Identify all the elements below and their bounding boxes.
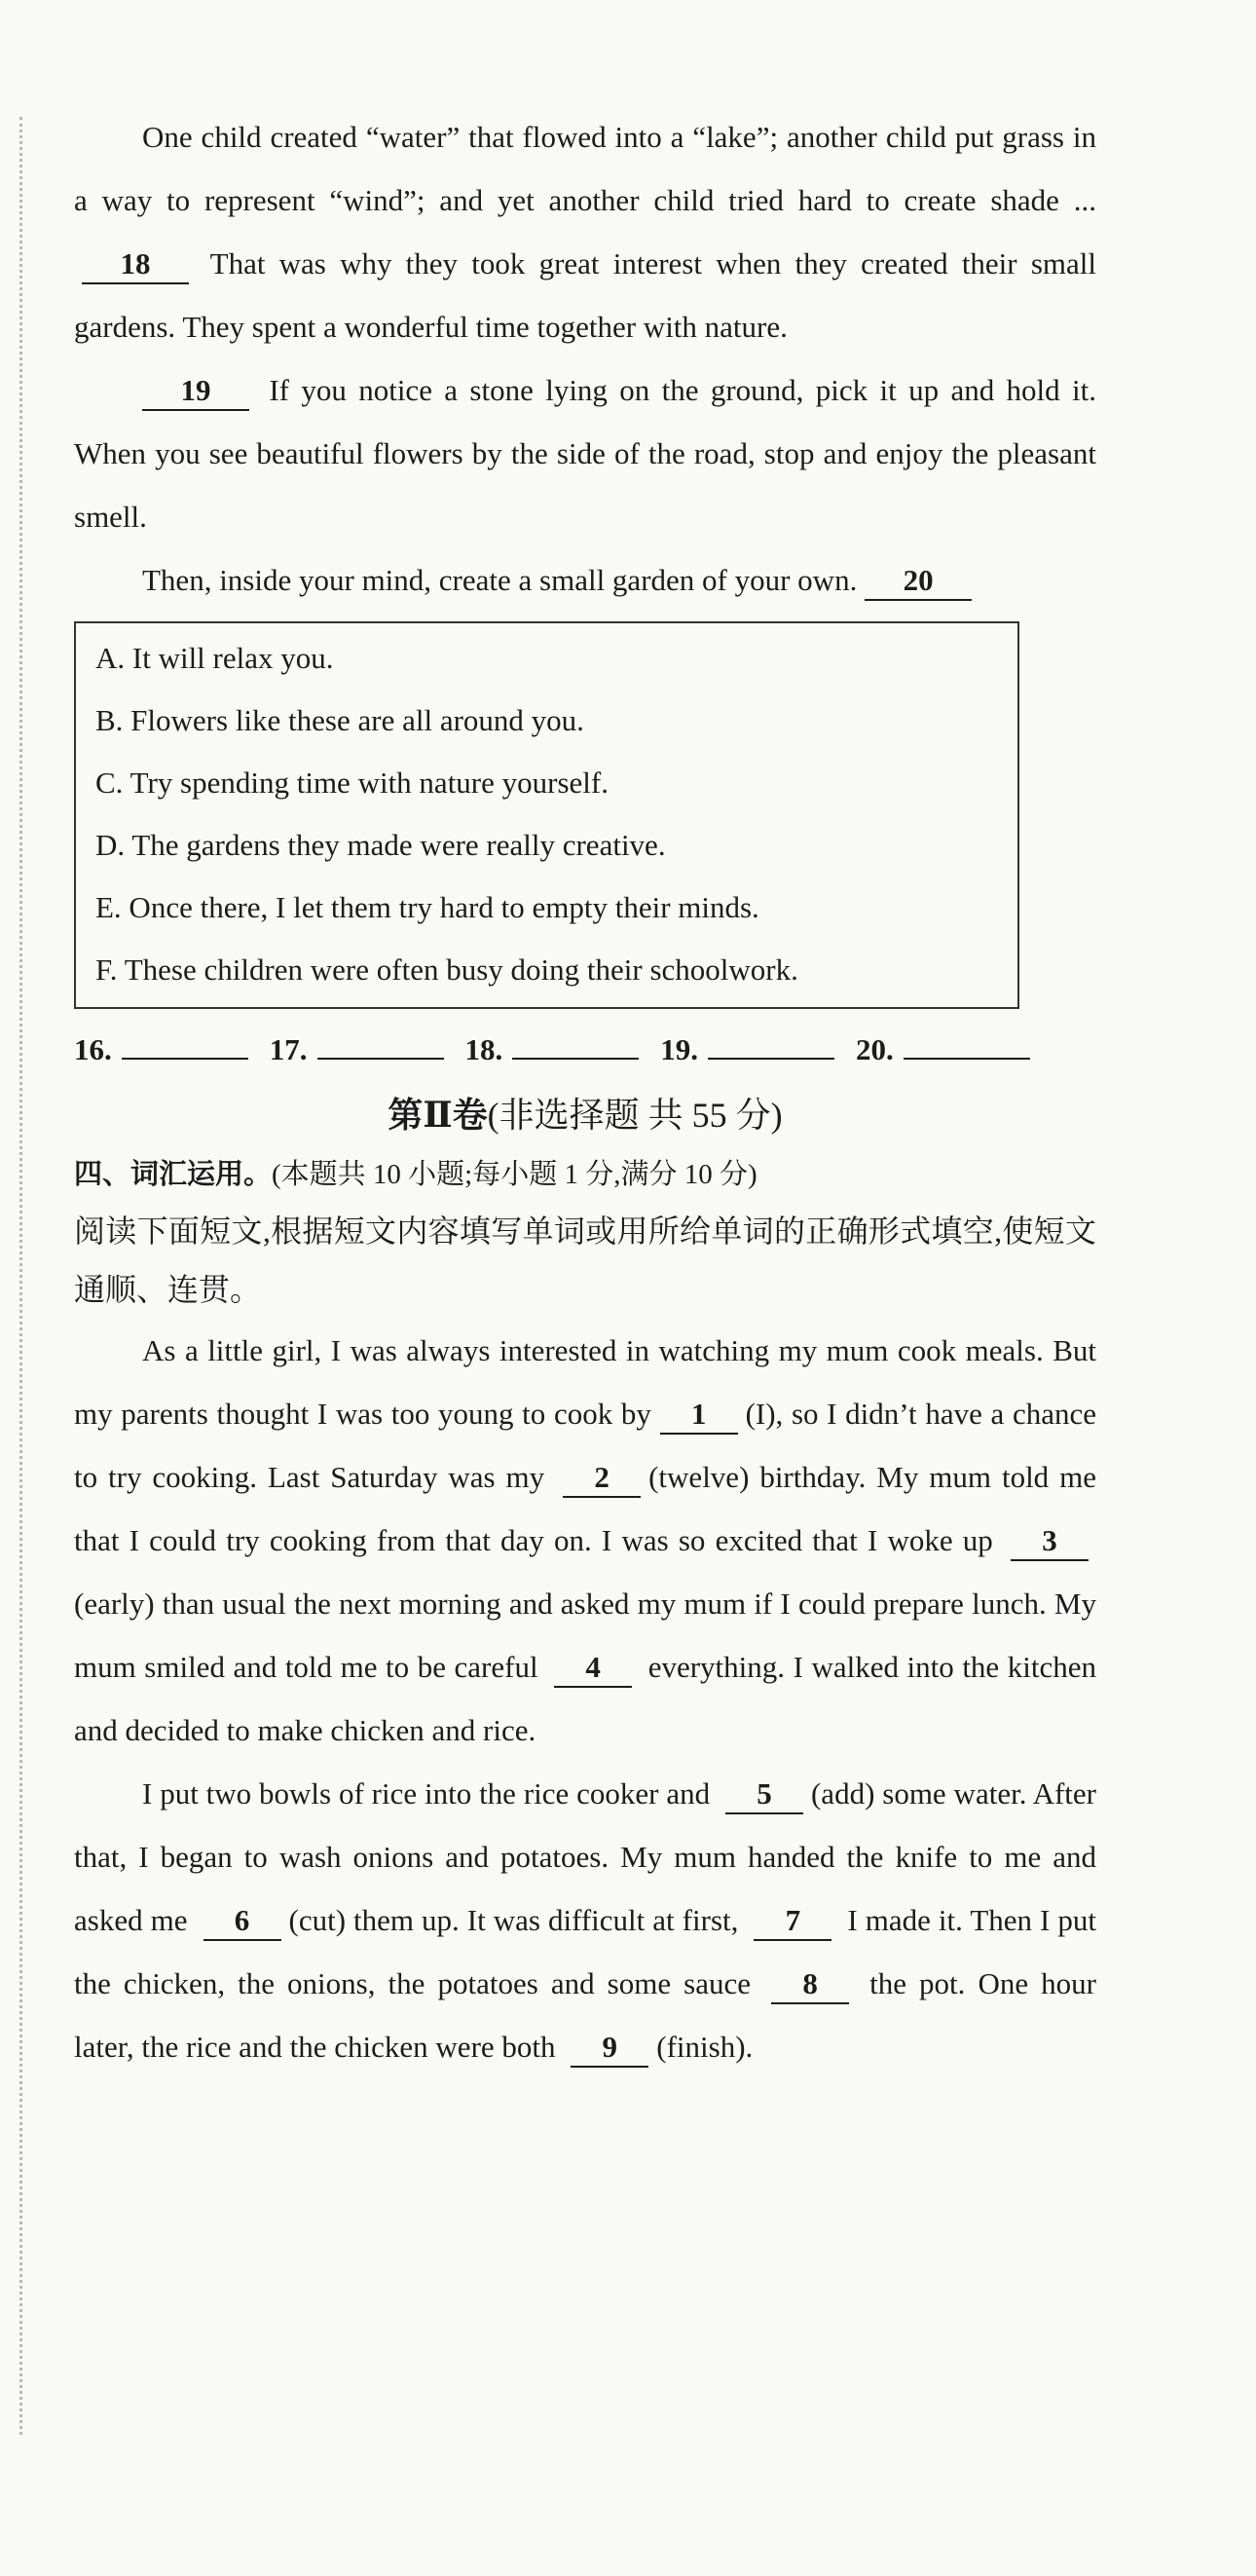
part4-directions: 阅读下面短文,根据短文内容填写单词或用所给单词的正确形式填空,使短文通顺、连贯。 [74,1213,1096,1307]
blank-8: 8 [771,1965,849,2004]
answer-line-19[interactable] [708,1027,834,1060]
blank-6: 6 [203,1902,281,1941]
options-box [74,621,1019,1009]
blank-4: 4 [554,1649,632,1688]
answer-19[interactable]: 19. [660,1019,834,1081]
passage1-paragraph3: Then, inside your mind, create a small garden of your own. 20 [74,548,1096,612]
blank-2: 2 [563,1459,641,1498]
blank-18: 18 [82,245,189,284]
answer-20[interactable]: 20. [856,1019,1030,1081]
answer-16[interactable]: 16. [74,1019,248,1081]
part4-heading: 四、词汇运用。(本题共 10 小题;每小题 1 分,满分 10 分) [74,1159,757,1190]
answer-line-17[interactable] [317,1027,444,1060]
blank-19: 19 [142,372,249,411]
blank-1: 1 [660,1396,738,1435]
option-a: A. It will relax you. [95,641,334,675]
answer-line-16[interactable] [122,1027,248,1060]
passage1-paragraph2: 19 If you notice a stone lying on the ground, pick it up and hold it. When you see beautiful flowers by the side of the road, stop and enjoy the pleasant smell. [74,373,1096,534]
option-f: F. These children were often busy doing their schoolwork. [95,952,798,987]
option-c: C. Try spending time with nature yourself. [95,765,609,800]
answer-row [74,1019,1096,1081]
answer-17[interactable]: 17. [270,1019,444,1081]
answer-line-18[interactable] [512,1027,639,1060]
passage1-paragraph1: One child created “water” that flowed into a “lake”; another child put grass in a way to represent “wind”; and yet another child tried hard to create shade ... 18 That was why they took great interest when they created their small gardens. They spent a wonderful time together with nature. [74,120,1096,344]
answer-18[interactable]: 18. [465,1019,640,1081]
option-e: E. Once there, I let them try hard to empty their minds. [95,890,759,924]
binding-dotted-line [19,117,22,2435]
option-d: D. The gardens they made were really creative. [95,828,666,862]
blank-9: 9 [571,2029,648,2068]
option-b: B. Flowers like these are all around you. [95,703,584,737]
blank-5: 5 [725,1775,803,1814]
blank-20: 20 [865,562,972,601]
exam-page [74,105,1096,2078]
answer-line-20[interactable] [904,1027,1030,1060]
blank-7: 7 [754,1902,831,1941]
passage2-paragraph2: I put two bowls of rice into the rice cooker and 5 (add) some water. After that, I began to wash onions and potatoes. My mum handed the knife to me and asked me 6 (cut) them up. It was difficult at first, 7 I made it. Then I put the chicken, the onions, the potatoes and some sauce 8 the pot. One hour later, the rice and the chicken were both 9 (finish). [74,1762,1096,2078]
section-title: 第Ⅱ卷(非选择题 共 55 分) [388,1096,783,1135]
passage2-paragraph1: As a little girl, I was always interested in watching my mum cook meals. But my parents thought I was too young to cook by 1 (I), so I didn’t have a chance to try cooking. Last Saturday was my 2 (twelve) birthday. My mum told me that I could try cooking from that day on. I was so excited that I woke up 3(early) than usual the next morning and asked my mum if I could prepare lunch. My mum smiled and told me to be careful 4 everything. I walked into the kitchen and decided to make chicken and rice. [74,1333,1096,1747]
blank-3: 3 [1011,1522,1089,1561]
